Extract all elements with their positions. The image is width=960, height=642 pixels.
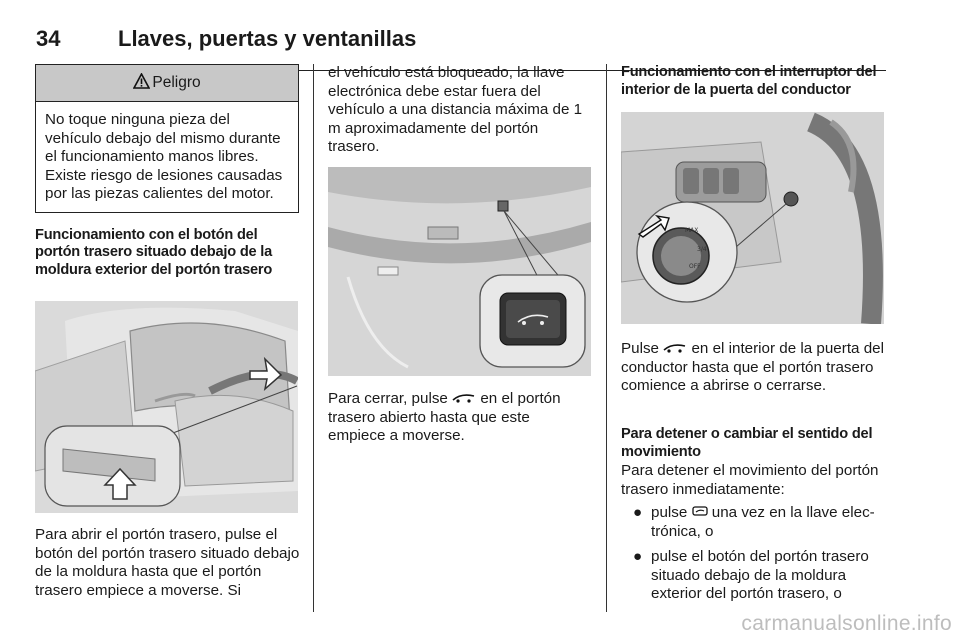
col2-paragraph-2-end: en el portón trasero abierto hasta que este empiece a moverse. [328,390,561,444]
col3-paragraph-2: Para detener el movimiento del portón trasero inmediatamente: [621,462,879,498]
driver-door-switch-illustration [621,112,884,324]
switch-label-three-quarter: 3/4 [697,246,707,253]
page-header [36,22,886,51]
warning-triangle-icon [133,73,150,94]
section-heading-tailgate-button: Funcionamiento con el botón del portón trasero situado debajo de la moldura exterior del portón trasero [35,226,273,278]
col2-paragraph-2-start: Para cerrar, pulse [328,390,448,407]
bullet-icon: ● [633,548,643,565]
tailgate-key-icon [692,504,708,521]
watermark: carmanualsonline.info [741,612,952,635]
tailgate-close-button-illustration [328,167,591,376]
bullet-1-start: pulse [651,504,688,521]
danger-text: No toque ninguna pieza del vehículo debajo del mismo durante el funcionamiento manos libres. Existe riesgo de lesiones causadas por las piezas calientes del motor. [45,111,283,202]
danger-label: Peligro [152,74,201,91]
bullet-icon: ● [633,504,643,521]
bullet-1-end: una vez en la llave elec-trónica, o [651,504,875,540]
section-heading-driver-door-switch: Funcionamiento con el interruptor del interior de la puerta del conductor [621,64,877,98]
col3-paragraph-1-start: Pulse [621,340,659,357]
stop-options-list [621,504,886,604]
column-divider-1 [313,64,314,612]
tailgate-button-illustration [35,301,298,513]
column-2 [328,64,591,444]
col1-paragraph: Para abrir el portón trasero, pulse el botón del portón trasero situado debajo de la moldura hasta que el portón trasero empiece a moverse. Si [35,526,300,599]
column-divider-2 [606,64,607,612]
col3-paragraph-1 [621,340,886,396]
column-1 [35,64,300,599]
col2-paragraph-2 [328,390,591,446]
tailgate-icon [663,340,687,357]
switch-label-max: MAX [685,227,699,234]
section-heading-stop-change: Para detener o cambiar el sentido del movimiento [621,426,873,460]
tailgate-icon [452,390,476,407]
list-item [621,504,886,541]
bullet-2-text: pulse el botón del portón trasero situado debajo de la moldura exterior del portón trasero, o [651,548,869,602]
danger-header [36,65,298,102]
column-3 [621,64,886,602]
col3-paragraph-1-end: en el interior de la puerta del conductor hasta que el portón trasero comience a abrirse o cerrarse. [621,340,884,394]
danger-box [35,64,299,213]
page-number: 34 [36,26,61,51]
switch-label-off: OFF [689,263,701,270]
chapter-title: Llaves, puertas y ventanillas [118,26,417,51]
list-item [621,548,886,604]
col2-paragraph-1: el vehículo está bloqueado, la llave electrónica debe estar fuera del vehículo a una distancia máxima de 1 m aproximadamente del portón trasero. [328,64,583,155]
